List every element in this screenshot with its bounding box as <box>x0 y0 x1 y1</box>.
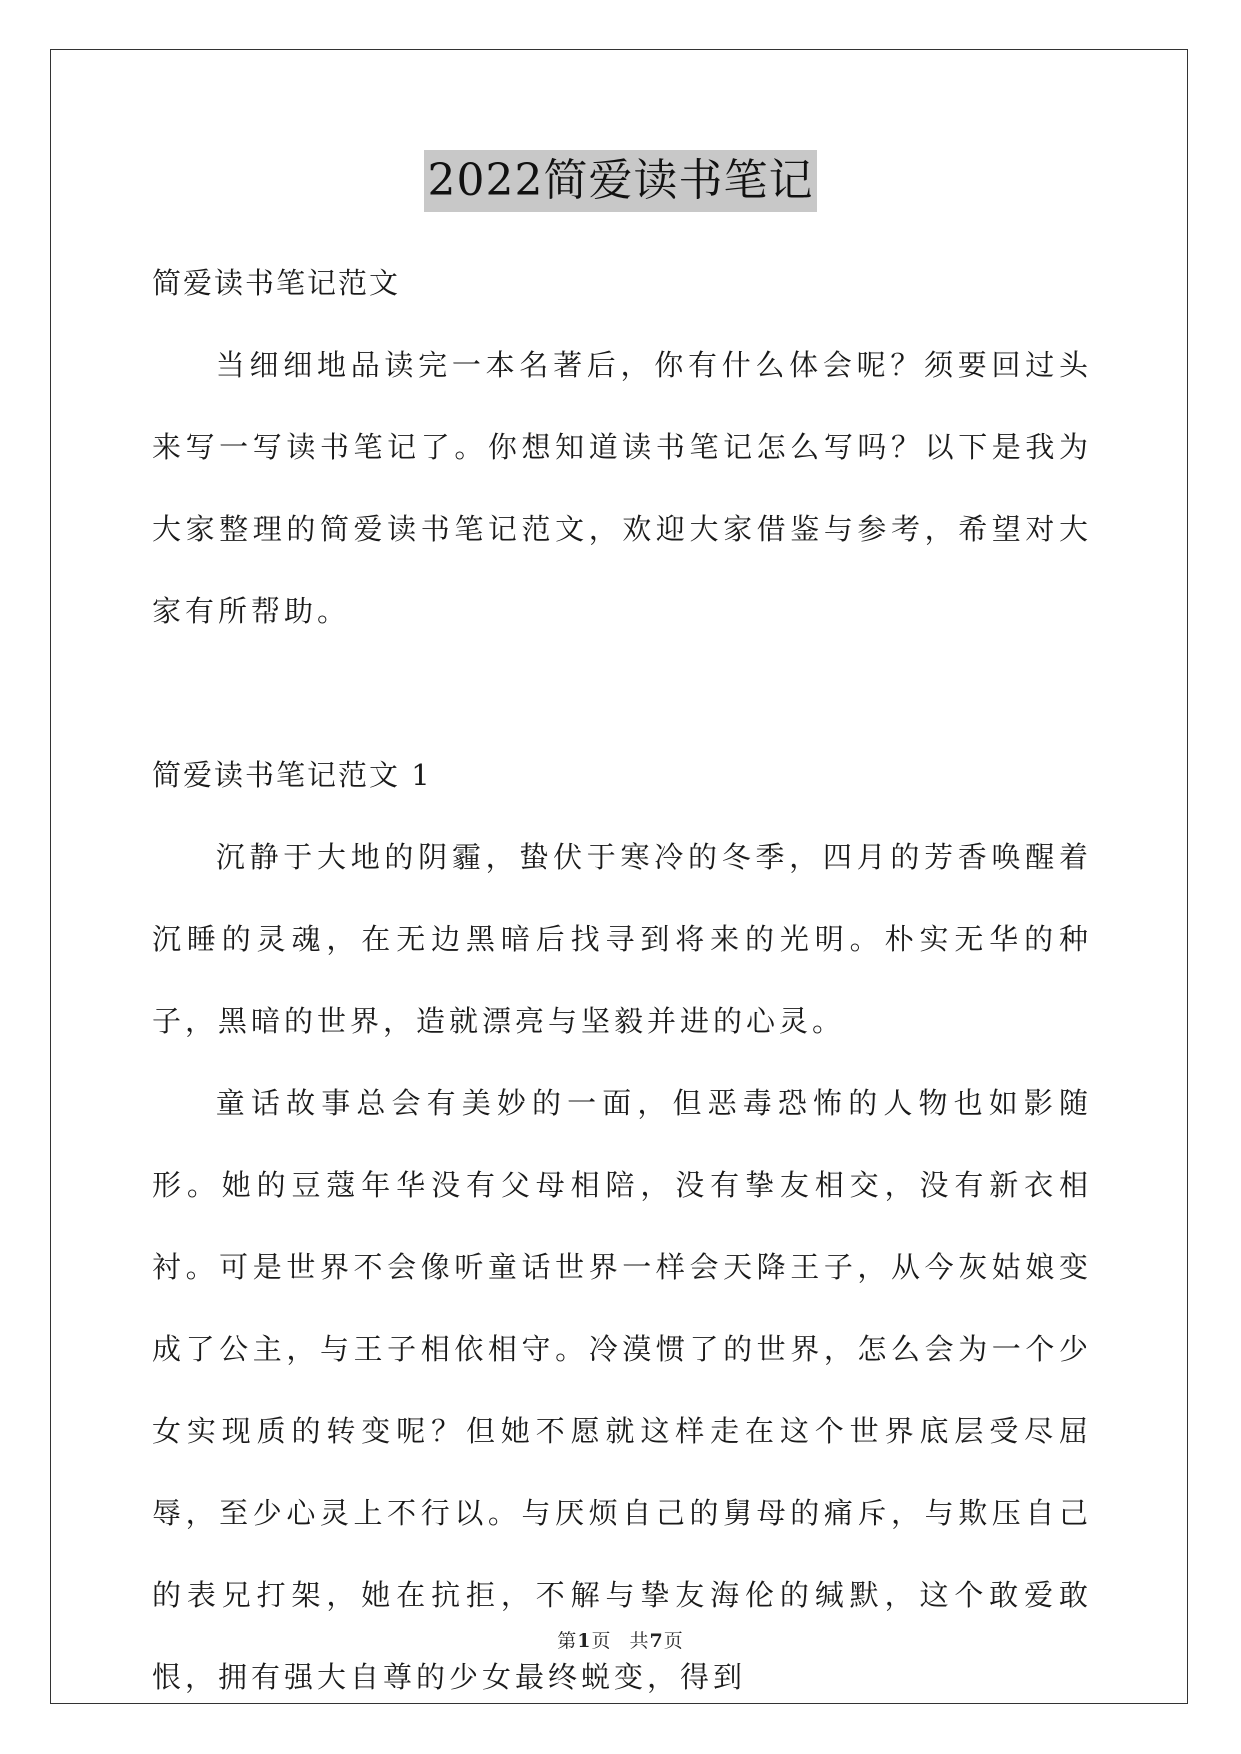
page-footer <box>0 1626 1241 1653</box>
body-paragraph: 沉静于大地的阴霾，蛰伏于寒冷的冬季，四月的芳香唤醒着沉睡的灵魂，在无边黑暗后找寻到将来的光明。朴实无华的种子，黑暗的世界，造就漂亮与坚毅并进的心灵。 <box>152 840 1092 1038</box>
document-title: 2022简爱读书笔记 <box>424 150 818 212</box>
body-paragraph: 童话故事总会有美妙的一面，但恶毒恐怖的人物也如影随形。她的豆蔻年华没有父母相陪，没有挚友相交，没有新衣相衬。可是世界不会像听童话世界一样会天降王子，从今灰姑娘变成了公主，与王子相依相守。冷漠惯了的世界，怎么会为一个少女实现质的转变呢？但她不愿就这样走在这个世界底层受尽屈辱，至少心灵上不行以。与厌烦自己的舅母的痛斥，与欺压自己的表兄打架，她在抗拒，不解与挚友海伦的缄默，这个敢爱敢恨，拥有强大自尊的少女最终蜕变，得到 <box>152 1086 1092 1694</box>
intro-paragraph: 当细细地品读完一本名著后，你有什么体会呢？须要回过头来写一写读书笔记了。你想知道读书笔记怎么写吗？以下是我为大家整理的简爱读书笔记范文，欢迎大家借鉴与参考，希望对大家有所帮助。 <box>152 348 1092 628</box>
document-body <box>152 242 1092 1718</box>
section-heading: 简爱读书笔记范文 <box>152 266 401 300</box>
section-spacer <box>152 652 1092 734</box>
total-unit: 页 <box>663 1630 684 1652</box>
title-container <box>0 150 1241 212</box>
page-prefix: 第 <box>557 1630 578 1652</box>
section-heading: 简爱读书笔记范文 1 <box>152 758 432 792</box>
total-prefix: 共 <box>629 1630 650 1652</box>
page-unit: 页 <box>591 1630 612 1652</box>
page-current: 1 <box>577 1630 592 1652</box>
page-total: 7 <box>649 1630 664 1652</box>
